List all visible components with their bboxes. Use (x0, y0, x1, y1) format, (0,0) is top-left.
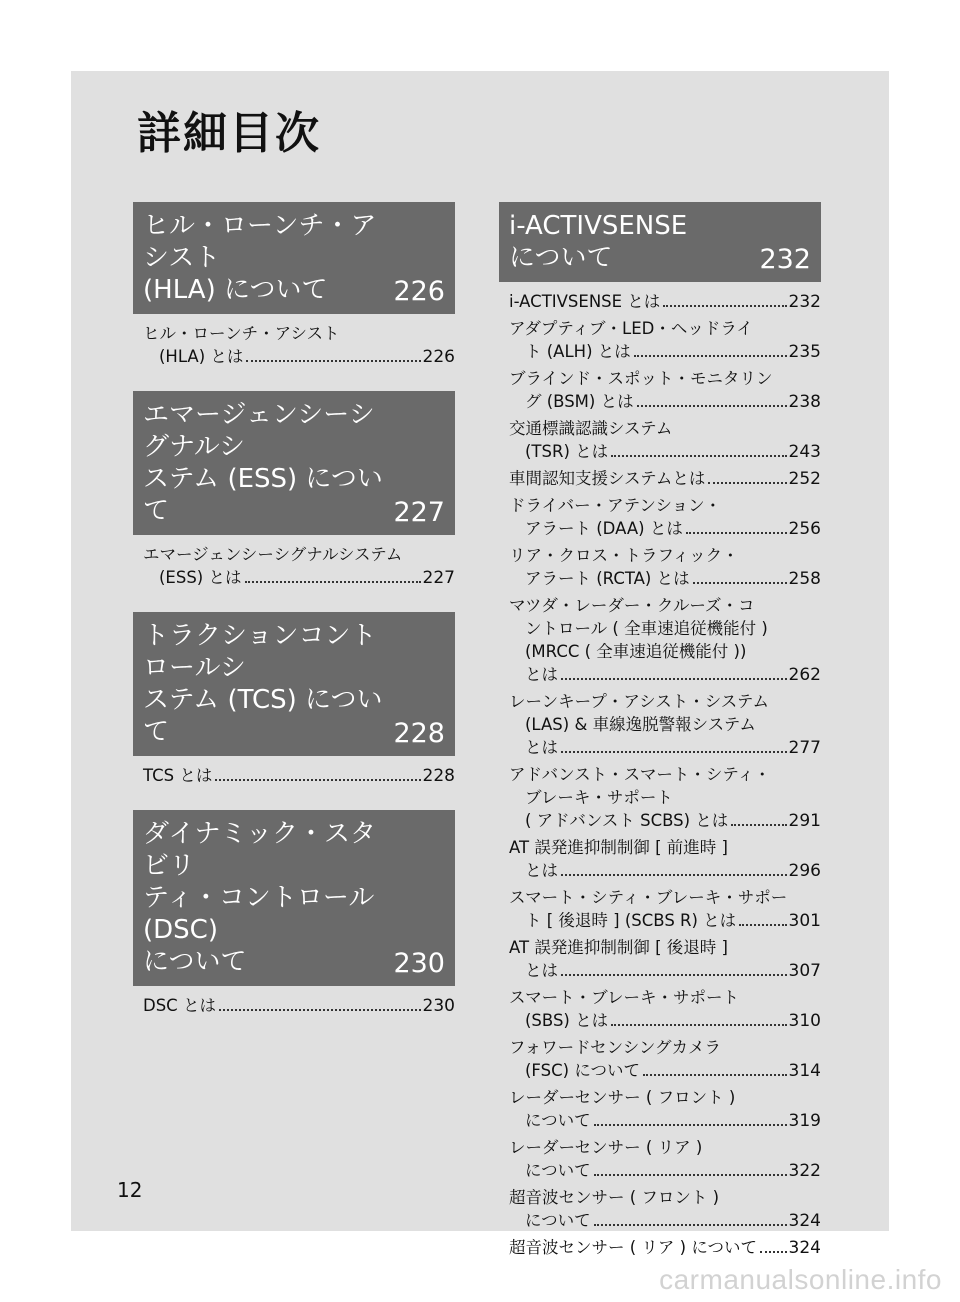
dot-leader (594, 1124, 787, 1126)
entry-text: とは (525, 961, 558, 980)
entry-page-number: 256 (788, 519, 821, 539)
entry-last-line (509, 1109, 821, 1133)
section-title: i-ACTIVSENSE について (509, 211, 688, 273)
entry-page-number: 262 (788, 665, 821, 685)
entry-text-line: ドライバー・アテンション・ (509, 496, 722, 515)
toc-entry[interactable] (509, 417, 821, 464)
toc-section (133, 810, 455, 1018)
entry-text-line: スマート・シティ・ブレーキ・サポー (509, 888, 788, 907)
entry-text-line: ントロール ( 全車速追従機能付 ) (525, 619, 768, 638)
dot-leader (731, 824, 786, 826)
entry-text: (FSC) について (525, 1061, 640, 1080)
entry-list (499, 282, 821, 1260)
toc-entry[interactable] (509, 317, 821, 364)
entry-text-line: ブラインド・スポット・モニタリン (509, 369, 773, 388)
entry-text: アラート (DAA) とは (525, 519, 683, 538)
entry-last-line (509, 909, 821, 933)
entry-text: (SBS) とは (525, 1011, 609, 1030)
entry-page-number: 232 (788, 292, 821, 312)
section-header[interactable] (133, 202, 455, 314)
entry-text: TCS とは (143, 766, 213, 785)
entry-page-number: 230 (422, 996, 455, 1016)
section-title: ヒル・ローンチ・アシスト (HLA) について (143, 211, 377, 305)
entry-text: アラート (RCTA) とは (525, 569, 690, 588)
entry-last-line (143, 566, 455, 590)
entry-text-line: レーダーセンサー ( フロント ) (509, 1088, 736, 1107)
entry-last-line (509, 1009, 821, 1033)
entry-page-number: 252 (788, 469, 821, 489)
dot-leader (245, 581, 421, 583)
entry-text: とは (525, 861, 558, 880)
entry-text: (HLA) とは (159, 347, 244, 366)
dot-leader (760, 1251, 787, 1253)
dot-leader (611, 455, 786, 457)
toc-entry[interactable] (509, 936, 821, 983)
toc-section (133, 391, 455, 590)
entry-last-line (509, 1059, 821, 1083)
entry-list (133, 986, 455, 1018)
entry-text-line: アダプティブ・LED・ヘッドライ (509, 319, 753, 338)
entry-page-number: 228 (422, 766, 455, 786)
entry-text-line: ブレーキ・サポート (525, 788, 673, 807)
toc-entry[interactable] (509, 290, 821, 314)
toc-section (133, 612, 455, 788)
section-page-number: 232 (759, 244, 811, 275)
section-title: エマージェンシーシグナルシ ステム (ESS) について (143, 400, 383, 526)
dot-leader (634, 355, 787, 357)
toc-entry[interactable] (509, 544, 821, 591)
dot-leader (611, 1024, 786, 1026)
entry-page-number: 296 (788, 861, 821, 881)
section-header[interactable] (133, 391, 455, 535)
dot-leader (219, 1009, 421, 1011)
entry-text-line: アドバンスト・スマート・シティ・ (509, 765, 771, 784)
section-header[interactable] (133, 810, 455, 986)
entry-page-number: 238 (788, 392, 821, 412)
entry-page-number: 291 (788, 811, 821, 831)
dot-leader (561, 874, 787, 876)
entry-text-line: レーダーセンサー ( リア ) (509, 1138, 703, 1157)
dot-leader (561, 678, 787, 680)
entry-text: (TSR) とは (525, 442, 609, 461)
entry-last-line (509, 290, 821, 314)
toc-entry[interactable] (143, 322, 455, 369)
page-number: 12 (117, 1178, 143, 1202)
entry-text: グ (BSM) とは (525, 392, 634, 411)
entry-last-line (509, 736, 821, 760)
toc-entry[interactable] (143, 764, 455, 788)
entry-text-line: ヒル・ローンチ・アシスト (143, 324, 340, 343)
entry-text-line: 交通標識認識システム (509, 419, 673, 438)
page-title: 詳細目次 (137, 108, 321, 159)
entry-page-number: 258 (788, 569, 821, 589)
toc-entry[interactable] (509, 690, 821, 760)
dot-leader (739, 924, 786, 926)
toc-entry[interactable] (509, 1086, 821, 1133)
entry-last-line (509, 340, 821, 364)
entry-page-number: 322 (788, 1161, 821, 1181)
section-page-number: 227 (393, 497, 445, 528)
toc-entry[interactable] (509, 1236, 821, 1260)
dot-leader (246, 360, 420, 362)
dot-leader (663, 305, 786, 307)
entry-text: i-ACTIVSENSE とは (509, 292, 661, 311)
entry-last-line (509, 567, 821, 591)
entry-last-line (509, 467, 821, 491)
entry-list (133, 756, 455, 788)
entry-page-number: 307 (788, 961, 821, 981)
entry-last-line (509, 1209, 821, 1233)
right-column (499, 202, 821, 1282)
dot-leader (637, 405, 787, 407)
toc-entry[interactable] (143, 543, 455, 590)
entry-page-number: 314 (788, 1061, 821, 1081)
entry-text-line: AT 誤発進抑制制御 [ 前進時 ] (509, 838, 728, 857)
entry-last-line (509, 959, 821, 983)
toc-entry[interactable] (509, 886, 821, 933)
entry-text: ( アドバンスト SCBS) とは (525, 811, 729, 830)
entry-last-line (509, 1159, 821, 1183)
entry-text: について (525, 1111, 591, 1130)
entry-text-line: フォワードセンシングカメラ (509, 1038, 722, 1057)
entry-last-line (509, 809, 821, 833)
entry-last-line (509, 517, 821, 541)
entry-last-line (509, 663, 821, 687)
toc-section (133, 202, 455, 369)
toc-entry[interactable] (509, 1036, 821, 1083)
entry-text-line: (MRCC ( 全車速追従機能付 )) (525, 642, 747, 661)
entry-text-line: AT 誤発進抑制制御 [ 後退時 ] (509, 938, 728, 957)
section-header[interactable] (499, 202, 821, 282)
entry-last-line (143, 764, 455, 788)
section-header[interactable] (133, 612, 455, 756)
entry-text-line: スマート・ブレーキ・サポート (509, 988, 740, 1007)
toc-entry[interactable] (509, 367, 821, 414)
toc-entry[interactable] (509, 494, 821, 541)
entry-text: とは (525, 665, 558, 684)
entry-text-line: エマージェンシーシグナルシステム (143, 545, 403, 564)
dot-leader (643, 1074, 787, 1076)
entry-text-line: 超音波センサー ( フロント ) (509, 1188, 720, 1207)
entry-page-number: 324 (788, 1238, 821, 1258)
entry-last-line (509, 390, 821, 414)
toc-entry[interactable] (509, 467, 821, 491)
entry-page-number: 226 (422, 347, 455, 367)
entry-text: について (525, 1211, 591, 1230)
entry-page-number: 319 (788, 1111, 821, 1131)
entry-page-number: 310 (788, 1011, 821, 1031)
entry-text-line: マツダ・レーダー・クルーズ・コ (509, 596, 755, 615)
entry-text-line: (LAS) & 車線逸脱警報システム (525, 715, 756, 734)
entry-page-number: 324 (788, 1211, 821, 1231)
entry-page-number: 301 (788, 911, 821, 931)
entry-page-number: 243 (788, 442, 821, 462)
entry-text: DSC とは (143, 996, 216, 1015)
toc-entry[interactable] (143, 994, 455, 1018)
entry-last-line (509, 1236, 821, 1260)
entry-text: について (525, 1161, 591, 1180)
toc-entry[interactable] (509, 986, 821, 1033)
entry-list (133, 314, 455, 369)
entry-page-number: 235 (788, 342, 821, 362)
section-title: トラクションコントロールシ ステム (TCS) について (143, 621, 383, 747)
entry-text: ト (ALH) とは (525, 342, 631, 361)
dot-leader (215, 779, 420, 781)
section-page-number: 226 (393, 276, 445, 307)
entry-last-line (509, 859, 821, 883)
dot-leader (708, 482, 786, 484)
entry-text: とは (525, 738, 558, 757)
entry-text-line: リア・クロス・トラフィック・ (509, 546, 739, 565)
toc-entry[interactable] (509, 594, 821, 687)
dot-leader (561, 974, 787, 976)
watermark: carmanualsonline.info (659, 1264, 942, 1295)
entry-text: 車間認知支援システムとは (509, 469, 706, 488)
toc-entry[interactable] (509, 836, 821, 883)
entry-text: (ESS) とは (159, 568, 242, 587)
dot-leader (594, 1174, 787, 1176)
entry-last-line (509, 440, 821, 464)
section-page-number: 230 (393, 948, 445, 979)
dot-leader (561, 751, 787, 753)
toc-entry[interactable] (509, 763, 821, 833)
entry-text-line: レーンキープ・アシスト・システム (509, 692, 770, 711)
dot-leader (686, 532, 787, 534)
entry-page-number: 277 (788, 738, 821, 758)
entry-text: ト [ 後退時 ] (SCBS R) とは (525, 911, 737, 930)
toc-section (499, 202, 821, 1260)
entry-last-line (143, 345, 455, 369)
toc-entry[interactable] (509, 1186, 821, 1233)
entry-text: 超音波センサー ( リア ) について (509, 1238, 758, 1257)
section-page-number: 228 (393, 718, 445, 749)
dot-leader (693, 582, 787, 584)
entry-page-number: 227 (422, 568, 455, 588)
entry-list (133, 535, 455, 590)
toc-entry[interactable] (509, 1136, 821, 1183)
entry-last-line (143, 994, 455, 1018)
dot-leader (594, 1224, 787, 1226)
section-title: ダイナミック・スタビリ ティ・コントロール (DSC) について (143, 819, 376, 977)
left-column (133, 202, 455, 1040)
